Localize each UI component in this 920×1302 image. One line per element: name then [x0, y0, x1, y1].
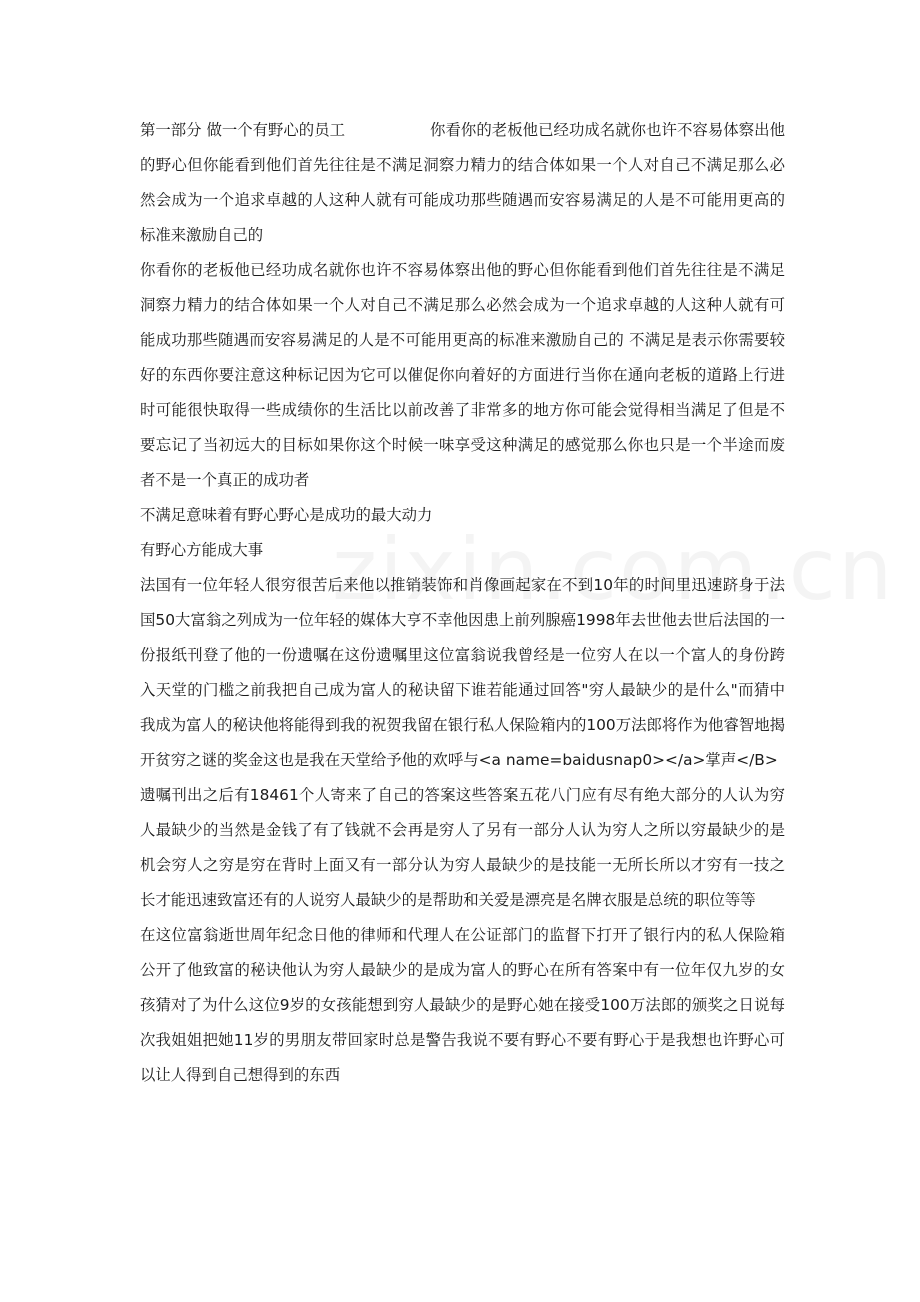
body-paragraph-3: 有野心方能成大事	[140, 541, 264, 559]
body-paragraph-4: 法国有一位年轻人很穷很苦后来他以推销装饰和肖像画起家在不到10年的时间里迅速跻身于法国50大富翁之列成为一位年轻的媒体大亨不幸他因患上前列腺癌1998年去世他去世后法国的一份报纸刊登了他的一份遗嘱在这份遗嘱里这位富翁说我曾经是一位穷人在以一个富人的身份跨入天堂的门槛之前我把自己成为富人的秘诀留下谁若能通过回答"穷人最缺少的是什么"而猜中我成为富人的秘诀他将能得到我的祝贺我留在银行私人保险箱内的100万法郎将作为他睿智地揭开贫穷之谜的奖金这也是我在天堂给予他的欢呼与<a name=baidusnap0></a>掌声</B>	[140, 576, 786, 769]
body-paragraph-6: 在这位富翁逝世周年纪念日他的律师和代理人在公证部门的监督下打开了银行内的私人保险箱公开了他致富的秘诀他认为穷人最缺少的是成为富人的野心在所有答案中有一位年仅九岁的女孩猜对了为什么这位9岁的女孩能想到穷人最缺少的是野心她在接受100万法郎的颁奖之日说每次我姐姐把她11岁的男朋友带回家时总是警告我说不要有野心不要有野心于是我想也许野心可以让人得到自己想得到的东西	[140, 926, 785, 1084]
document-page	[140, 113, 785, 1093]
body-paragraph-5: 遗嘱刊出之后有18461个人寄来了自己的答案这些答案五花八门应有尽有绝大部分的人认为穷人最缺少的当然是金钱了有了钱就不会再是穷人了另有一部分人认为穷人之所以穷最缺少的是机会穷人之穷是穷在背时上面又有一部分认为穷人最缺少的是技能一无所长所以才穷有一技之长才能迅速致富还有的人说穷人最缺少的是帮助和关爱是漂亮是名牌衣服是总统的职位等等	[140, 786, 785, 909]
intro-text: 你看你的老板他已经功成名就你也许不容易体察出他的野心但你能看到他们首先往往是不满足洞察力精力的结合体如果一个人对自己不满足那么必然会成为一个追求卓越的人这种人就有可能成功那些随遇而安容易满足的人是不可能用更高的标准来激励自己的	[140, 121, 785, 244]
heading-paragraph	[140, 113, 785, 253]
section-title: 第一部分 做一个有野心的员工	[140, 121, 345, 139]
body-paragraph-2: 不满足意味着有野心野心是成功的最大动力	[140, 506, 433, 524]
body-paragraph-1: 你看你的老板他已经功成名就你也许不容易体察出他的野心但你能看到他们首先往往是不满足洞察力精力的结合体如果一个人对自己不满足那么必然会成为一个追求卓越的人这种人就有可能成功那些随遇而安容易满足的人是不可能用更高的标准来激励自己的 不满足是表示你需要较好的东西你要注意这种标记因为它可以催促你向着好的方面进行当你在通向老板的道路上行进时可能很快取得一些成绩你的生活比以前改善了非常多的地方你可能会觉得相当满足了但是不要忘记了当初远大的目标如果你这个时候一味享受这种满足的感觉那么你也只是一个半途而废者不是一个真正的成功者	[140, 261, 785, 489]
